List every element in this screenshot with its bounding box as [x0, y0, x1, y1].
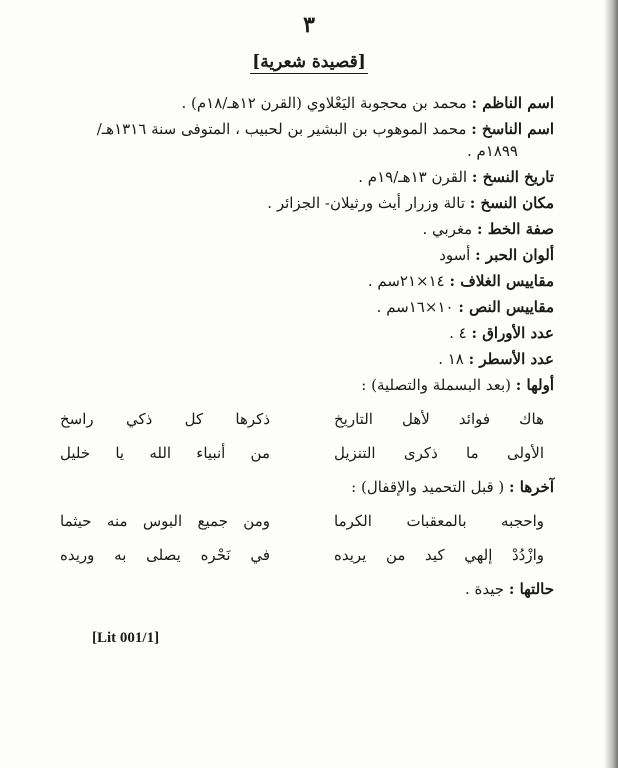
field-label: عدد الأسطر :	[468, 350, 554, 368]
field-label: مقاييس الغلاف :	[449, 272, 554, 290]
field-leaves-count	[60, 322, 554, 344]
page-title-text: [قصيدة شعرية]	[252, 52, 366, 72]
field-label: ألوان الحبر :	[475, 246, 554, 264]
verse-line	[60, 408, 554, 430]
field-condition	[60, 578, 554, 600]
field-copyist	[60, 118, 554, 162]
field-copy-place	[60, 192, 554, 214]
field-value: ٤ .	[449, 324, 472, 342]
field-value: تالة وزرار أيث ورثيلان- الجزائر .	[267, 194, 470, 212]
verse-line	[60, 510, 554, 532]
field-ink-colors	[60, 244, 554, 266]
field-label: حالتها :	[508, 580, 554, 598]
field-incipit	[60, 374, 554, 396]
field-label: مقاييس النص :	[458, 298, 554, 316]
field-copy-date	[60, 166, 554, 188]
field-label: تاريخ النسخ :	[471, 168, 554, 186]
field-explicit	[60, 476, 554, 498]
field-label: أولها :	[515, 376, 554, 394]
verse-second-hemistich: ذكرها كل ذكي راسخ	[60, 410, 270, 428]
field-value: ١٨ .	[438, 350, 469, 368]
field-value: ١٤×٢١سم .	[367, 272, 450, 290]
verse-second-hemistich: ومن جميع البوس منه حيثما	[60, 512, 270, 530]
field-label: اسم الناظم :	[471, 94, 554, 112]
field-lines-count	[60, 348, 554, 370]
field-value: محمد بن محجوبة اليَعْلاوي (القرن ١٢هـ/١٨م) .	[181, 94, 472, 112]
field-value: ١٠×١٦سم .	[376, 298, 459, 316]
reference-code: [Lit 001/1]	[92, 630, 160, 646]
field-text-size	[60, 296, 554, 318]
field-value: القرن ١٣هـ/١٩م .	[358, 168, 472, 186]
field-value: محمد الموهوب بن البشير بن لحبيب ، المتوفى سنة ١٣١٦هـ/	[96, 120, 472, 138]
field-cover-size	[60, 270, 554, 292]
field-value: مغربي .	[422, 220, 477, 238]
verse-first-hemistich: واحجبه بالمعقبات الكرما	[334, 512, 544, 530]
field-value: أسود	[439, 246, 476, 264]
field-value: (بعد البسملة والتصلية) :	[361, 376, 516, 394]
verse-first-hemistich: وازْدُدْ إلهي كيد من يريده	[334, 546, 544, 564]
verse-line	[60, 544, 554, 566]
field-label: مكان النسخ :	[469, 194, 554, 212]
field-poet	[60, 92, 554, 114]
verse-first-hemistich: الأولى ما ذكرى التنزيل	[334, 444, 544, 462]
catalog-entry	[60, 92, 554, 604]
verse-line	[60, 442, 554, 464]
field-label: صفة الخط :	[476, 220, 554, 238]
page-edge-shadow	[604, 0, 618, 768]
page-number: ٣	[303, 12, 315, 38]
field-value: جيدة .	[464, 580, 509, 598]
field-value-continued: ١٨٩٩م .	[466, 142, 518, 160]
verse-first-hemistich: هاك فوائد لأهل التاريخ	[334, 410, 544, 428]
field-label: اسم الناسخ :	[471, 120, 554, 138]
field-value: ( قبل التحميد والإقفال) :	[351, 478, 510, 496]
field-label: آخرها :	[509, 478, 554, 496]
field-label: عدد الأوراق :	[471, 324, 554, 342]
page-title	[0, 52, 618, 72]
verse-second-hemistich: من أنبياء الله يا خليل	[60, 444, 270, 462]
field-script	[60, 218, 554, 240]
verse-second-hemistich: في نَحْره يصلى به وريده	[60, 546, 270, 564]
